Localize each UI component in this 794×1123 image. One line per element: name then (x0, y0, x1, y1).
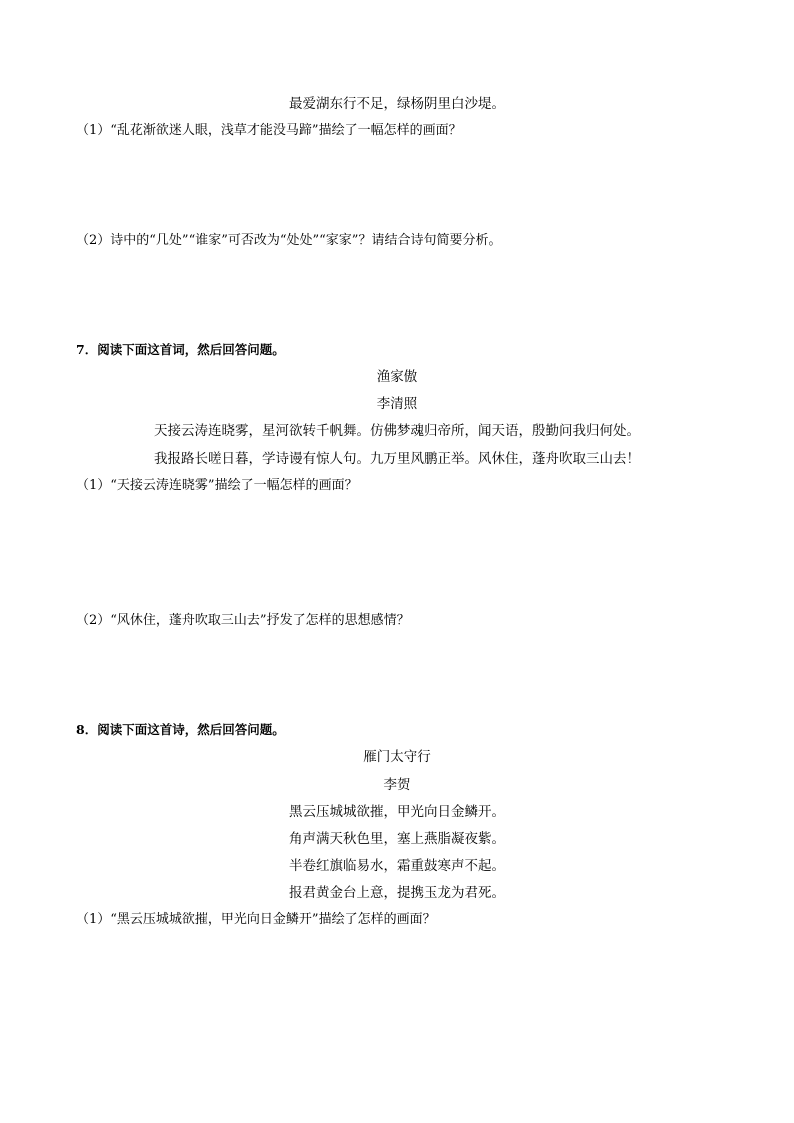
question-8-poem-title: 雁门太守行 (363, 749, 431, 765)
question-8-poem-author: 李贺 (383, 777, 411, 793)
question-7-poem-title: 渔家傲 (376, 369, 418, 385)
question-8-poem-line-4: 报君黄金台上意，提携玉龙为君死。 (289, 885, 505, 901)
poem-last-line: 最爱湖东行不足，绿杨阴里白沙堤。 (289, 96, 505, 112)
question-7-heading: 7．阅读下面这首词，然后回答问题。 (76, 342, 285, 357)
question-7-poem-line-1: 天接云涛连晓雾，星河欲转千帆舞。仿佛梦魂归帝所，闻天语，殷勤问我归何处。 (154, 423, 640, 439)
question-6-part-2: （2）诗中的“几处”“谁家”可否改为“处处”“家家”？请结合诗句简要分析。 (76, 233, 502, 248)
question-7-poem-line-2: 我报路长嗟日暮，学诗谩有惊人句。九万里风鹏正举。风休住，蓬舟吹取三山去！ (154, 451, 640, 467)
question-7-poem-author: 李清照 (376, 396, 418, 412)
question-8-poem-line-3: 半卷红旗临易水，霜重鼓寒声不起。 (289, 858, 505, 874)
question-8-poem-line-2: 角声满天秋色里，塞上燕脂凝夜紫。 (289, 831, 505, 847)
question-7-part-1: （1）“天接云涛连晓雾”描绘了一幅怎样的画面？ (76, 478, 358, 493)
question-7-part-2: （2）“风休住，蓬舟吹取三山去”抒发了怎样的思想感情？ (76, 613, 410, 628)
question-8-poem-line-1: 黑云压城城欲摧，甲光向日金鳞开。 (289, 804, 505, 820)
question-6-part-1: （1）“乱花渐欲迷人眼，浅草才能没马蹄”描绘了一幅怎样的画面？ (76, 123, 462, 138)
question-8-heading: 8．阅读下面这首诗，然后回答问题。 (76, 722, 285, 737)
question-8-part-1: （1）“黑云压城城欲摧，甲光向日金鳞开”描绘了怎样的画面？ (76, 912, 436, 927)
